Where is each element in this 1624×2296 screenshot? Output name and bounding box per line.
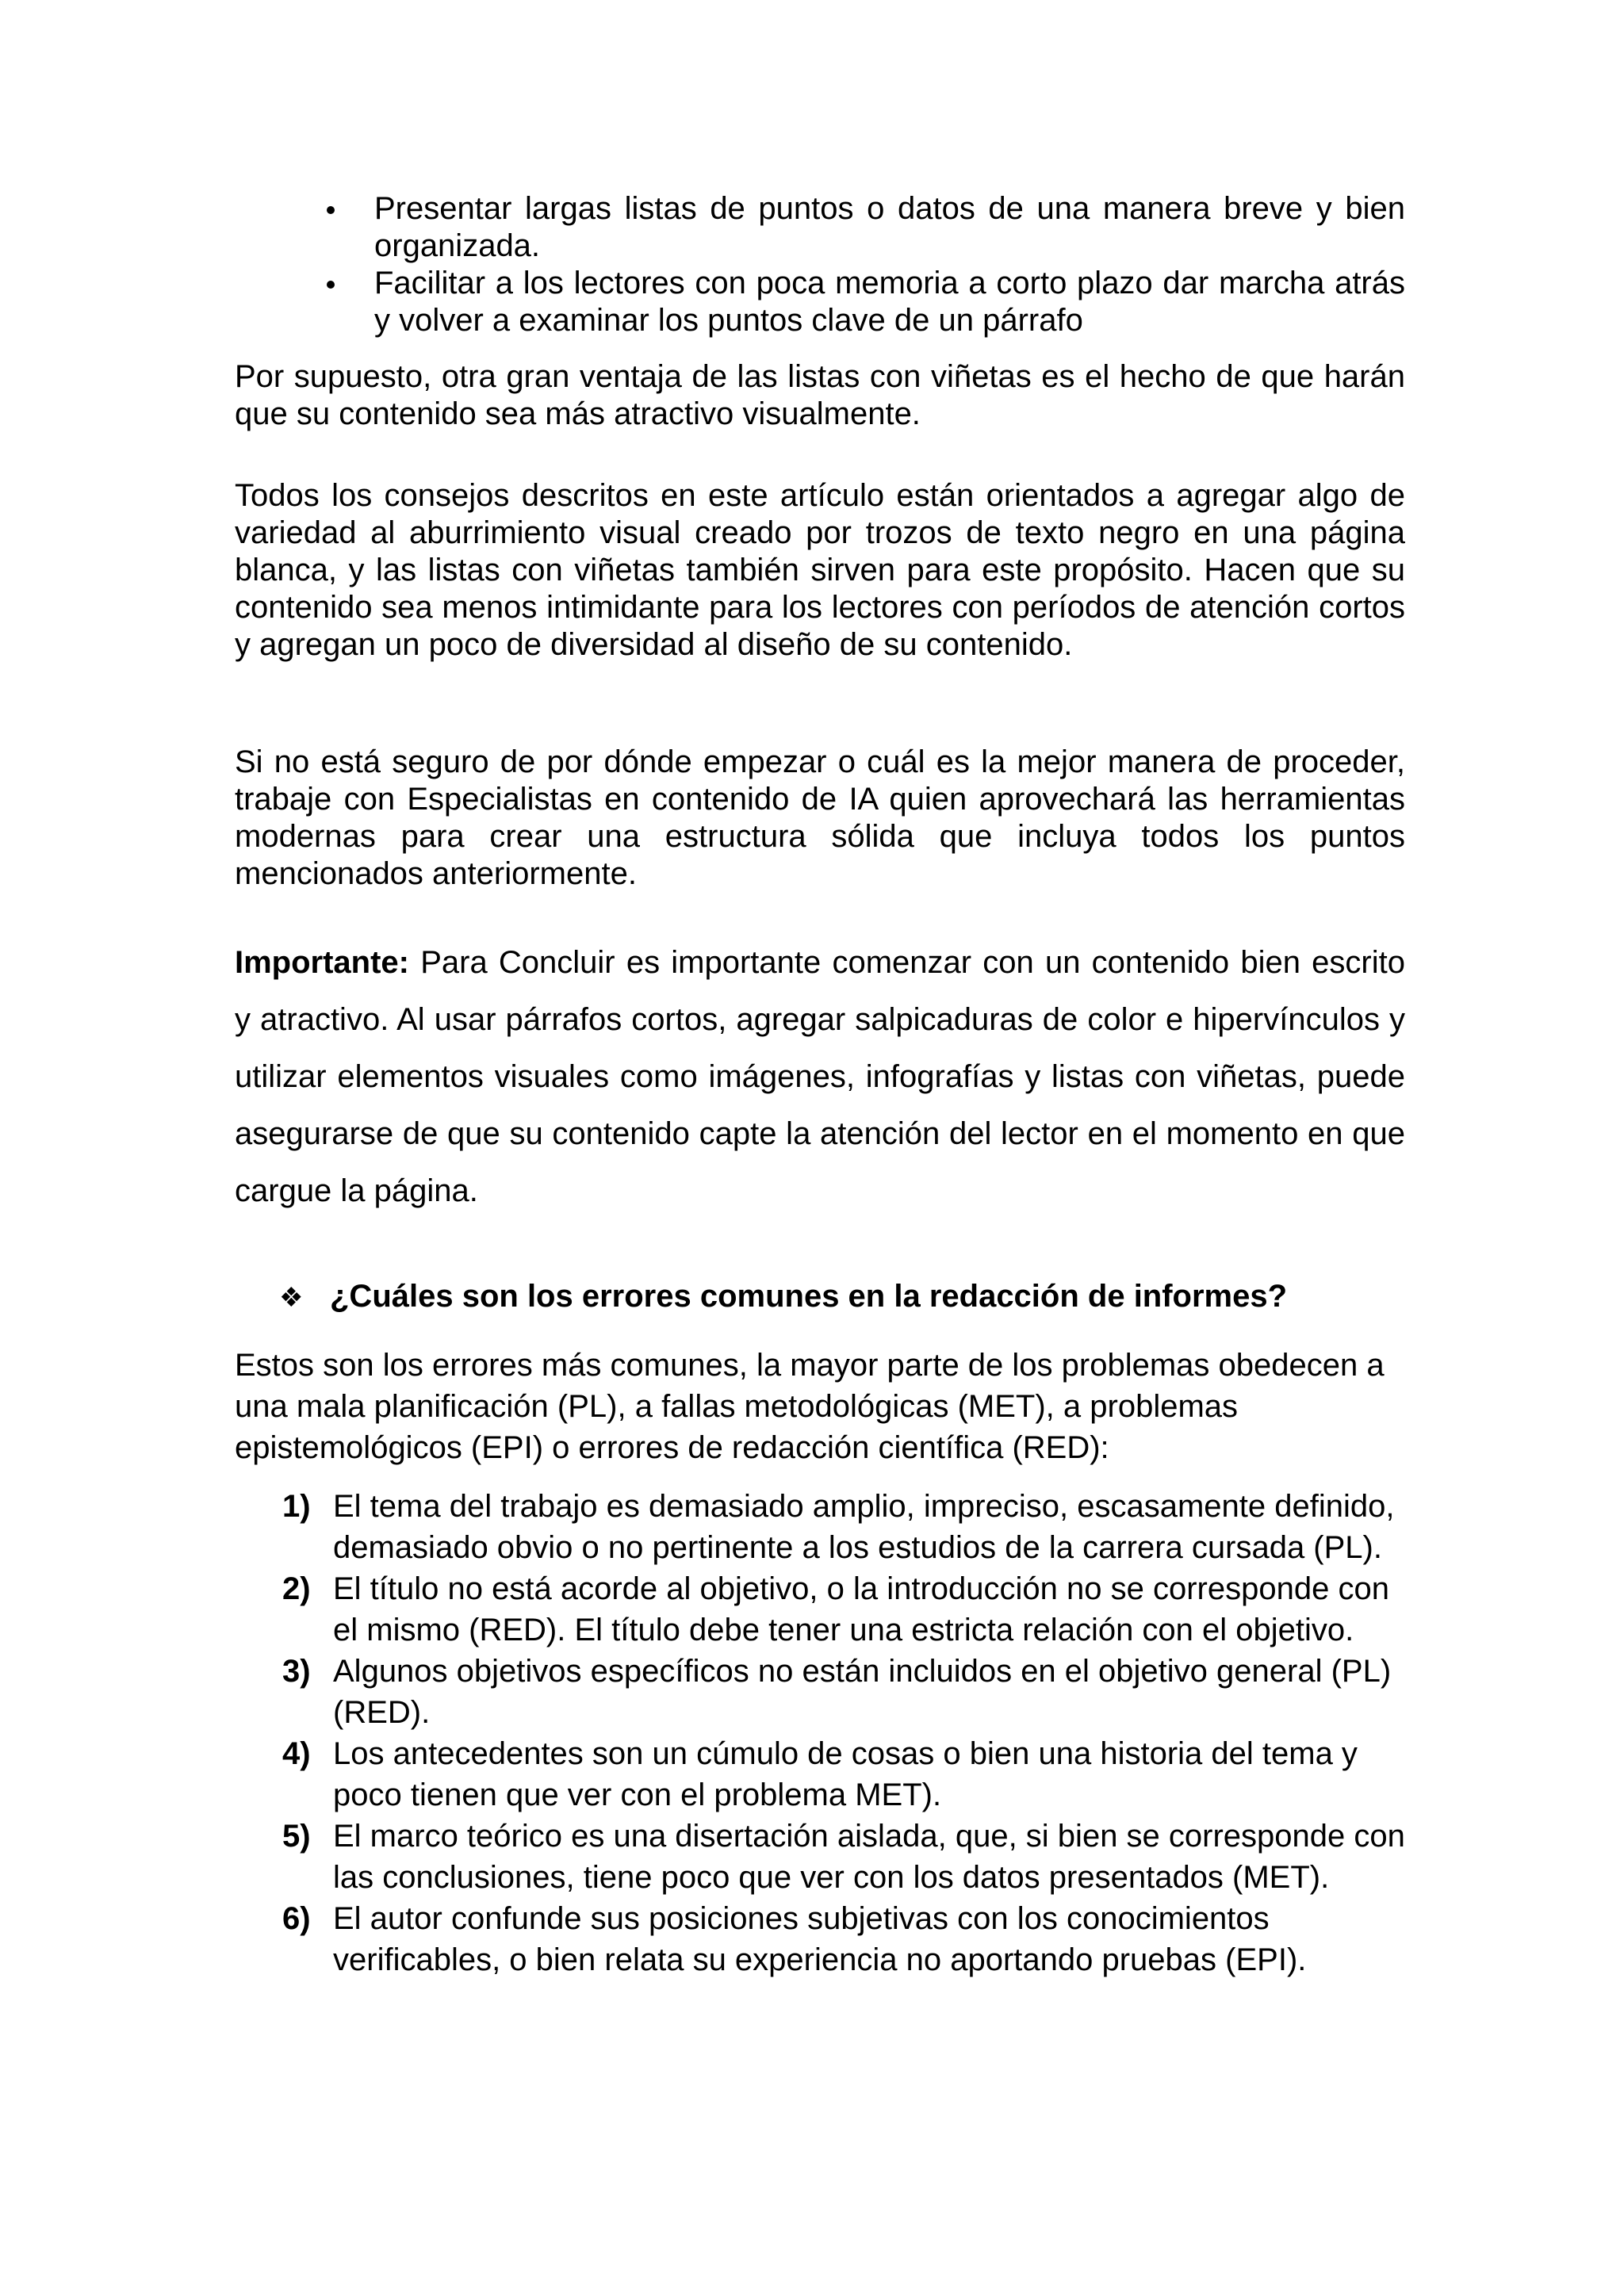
list-item-text: El título no está acorde al objetivo, o la introducción no se corresponde con el mismo (RED). El título debe tener una estricta relación con el objetivo. — [333, 1571, 1389, 1647]
paragraph-specialists: Si no está seguro de por dónde empezar o cuál es la mejor manera de proceder, trabaje con Especialistas en contenido de IA quien aprovechará las herramientas modernas para crear una estructura sólida que incluya todos los puntos mencionados anteriormente. — [235, 744, 1405, 891]
paragraph-advantage: Por supuesto, otra gran ventaja de las listas con viñetas es el hecho de que harán que su contenido sea más atractivo visualmente. — [235, 359, 1405, 431]
section-heading-text: ¿Cuáles son los errores comunes en la redacción de informes? — [330, 1279, 1288, 1314]
important-label: Importante: — [235, 945, 409, 980]
list-item-number: 3) — [282, 1654, 311, 1689]
list-item-number: 2) — [282, 1571, 311, 1606]
diamond-bullet-icon: ❖ — [279, 1283, 304, 1313]
bullet-dot-icon — [327, 281, 335, 289]
list-item — [282, 1733, 1408, 1816]
paragraph-tips: Todos los consejos descritos en este artículo están orientados a agregar algo de variedad al aburrimiento visual creado por trozos de texto negro en una página blanca, y las listas con viñetas también sirven para este propósito. Hacen que su contenido sea menos intimidante para los lectores con períodos de atención cortos y agregan un poco de diversidad al diseño de su contenido. — [235, 478, 1405, 662]
list-item — [282, 1816, 1408, 1898]
bullet-dot-icon — [327, 206, 335, 214]
list-item — [282, 1898, 1408, 1980]
list-item-number: 1) — [282, 1489, 311, 1524]
list-item-text: Los antecedentes son un cúmulo de cosas o bien una historia del tema y poco tienen que ver con el problema MET). — [333, 1736, 1358, 1812]
list-item-text: El autor confunde sus posiciones subjetivas con los conocimientos verificables, o bien relata su experiencia no aportando pruebas (EPI). — [333, 1901, 1307, 1977]
important-text: Para Concluir es importante comenzar con un contenido bien escrito y atractivo. Al usar párrafos cortos, agregar salpicaduras de color e hipervínculos y utilizar elementos visuales como imágenes, infografías y listas con viñetas, puede asegurarse de que su contenido capte la atención del lector en el momento en que cargue la página. — [235, 945, 1405, 1208]
list-item-number: 5) — [282, 1819, 311, 1854]
bullet-text: Presentar largas listas de puntos o datos de una manera breve y bien organizada. — [374, 191, 1405, 263]
list-item-text: El tema del trabajo es demasiado amplio, impreciso, escasamente definido, demasiado obvio o no pertinente a los estudios de la carrera cursada (PL). — [333, 1489, 1395, 1565]
bullet-item — [235, 265, 1405, 339]
list-item — [282, 1486, 1408, 1568]
paragraph-errors-intro: Estos son los errores más comunes, la mayor parte de los problemas obedecen a una mala planificación (PL), a fallas metodológicas (MET), a problemas epistemológicos (EPI) o errores de redacción científica (RED): — [235, 1348, 1385, 1465]
list-item-text: El marco teórico es una disertación aislada, que, si bien se corresponde con las conclusiones, tiene poco que ver con los datos presentados (MET). — [333, 1819, 1405, 1895]
list-item — [282, 1568, 1408, 1651]
list-item-number: 4) — [282, 1736, 311, 1771]
bullet-text: Facilitar a los lectores con poca memoria a corto plazo dar marcha atrás y volver a examinar los puntos clave de un párrafo — [374, 266, 1405, 338]
paragraph-important — [235, 934, 1405, 1219]
list-item — [282, 1651, 1408, 1733]
section-heading — [279, 1278, 1405, 1317]
bullet-list — [235, 190, 1405, 339]
list-item-number: 6) — [282, 1901, 311, 1936]
bullet-item — [235, 190, 1405, 265]
errors-list — [282, 1486, 1408, 1980]
list-item-text: Algunos objetivos específicos no están incluidos en el objetivo general (PL) (RED). — [333, 1654, 1392, 1730]
